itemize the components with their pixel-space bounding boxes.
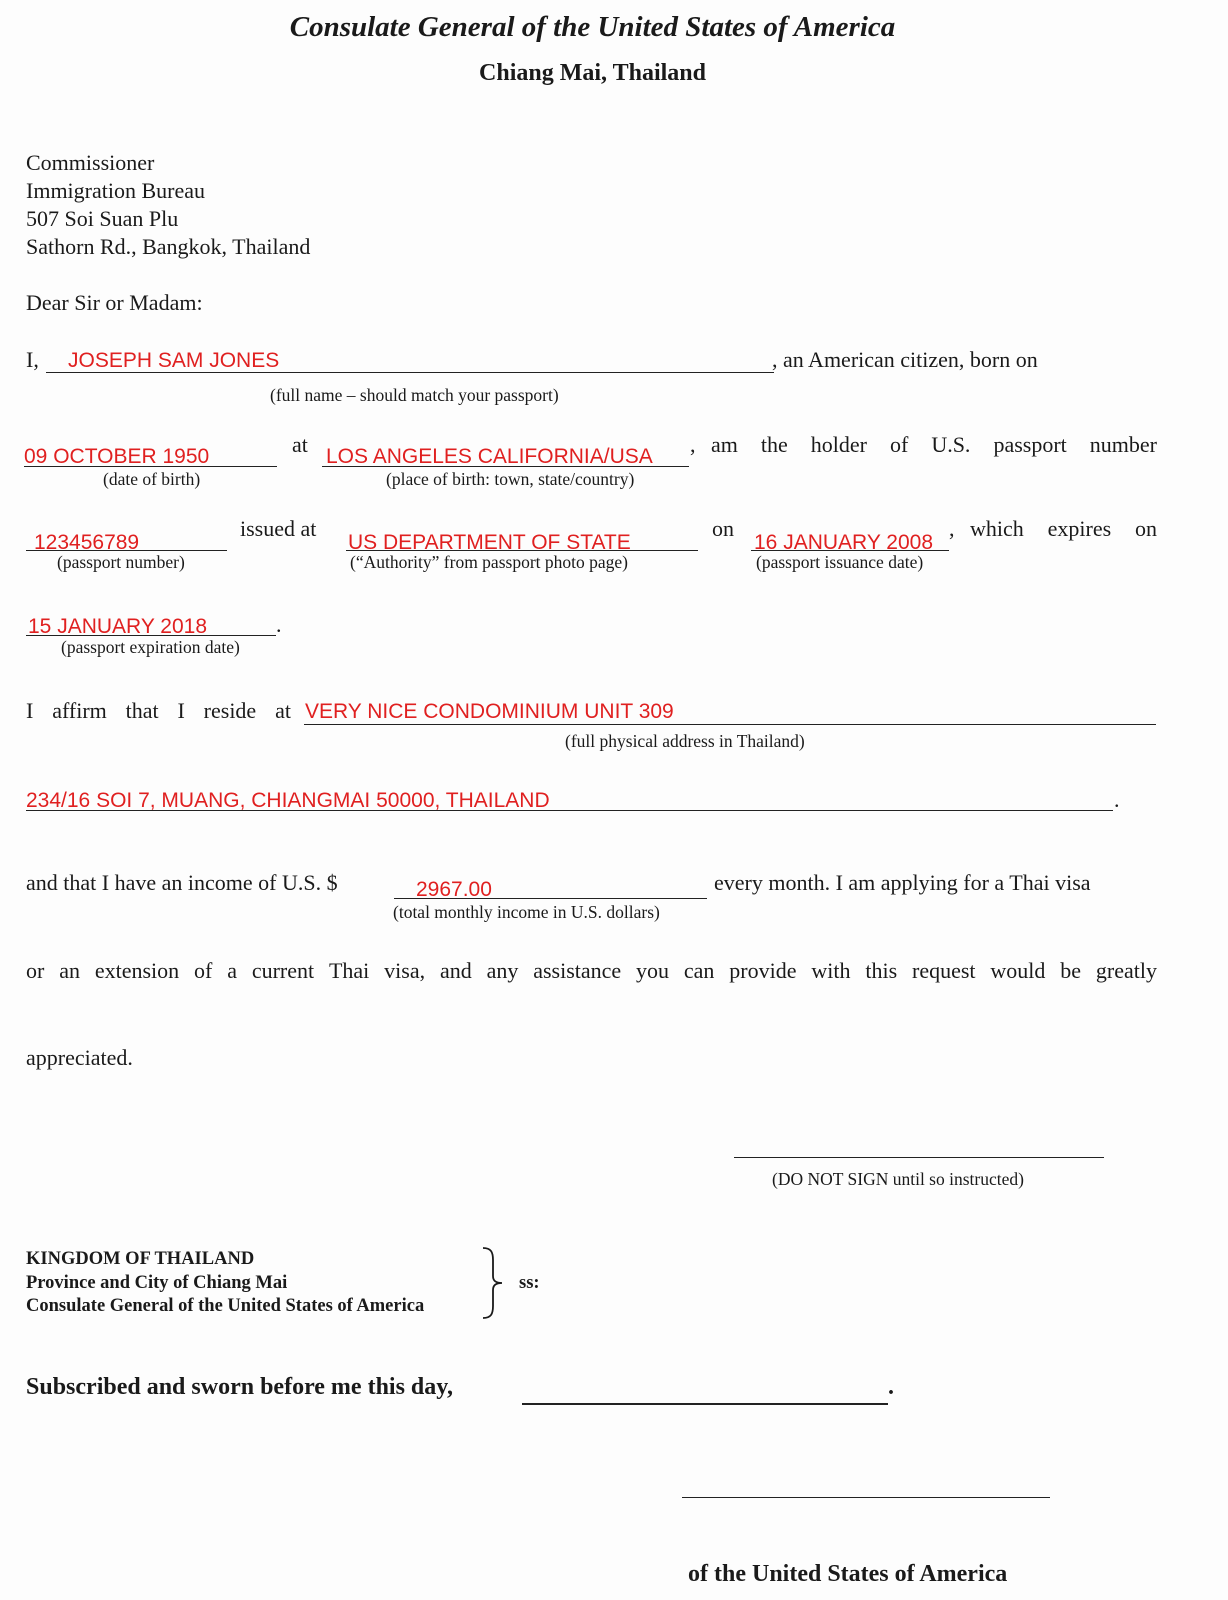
- officer-signature-line[interactable]: [682, 1497, 1050, 1498]
- extension-text: or an extension of a current Thai visa, and any assistance you can provide with this request would be greatly: [26, 958, 1157, 983]
- document-title: Consulate General of the United States of America: [289, 11, 896, 43]
- address-line-4: Sathorn Rd., Bangkok, Thailand: [26, 234, 311, 259]
- dob-caption: (date of birth): [103, 469, 201, 489]
- thai-address-line2-field[interactable]: 234/16 SOI 7, MUANG, CHIANGMAI 50000, THAILAND: [26, 789, 550, 812]
- period: .: [888, 1374, 894, 1400]
- ss-label: ss:: [519, 1273, 540, 1293]
- right-brace-icon: [481, 1246, 505, 1320]
- venue-line-3: Consulate General of the United States of America: [26, 1296, 425, 1316]
- which-expires-text: which expires on: [970, 516, 1157, 541]
- expiration-date-field[interactable]: 15 JANUARY 2018: [28, 615, 208, 638]
- income-lead-text: and that I have an income of U.S. $: [26, 870, 338, 895]
- signature-caption: (DO NOT SIGN until so instructed): [772, 1169, 1024, 1189]
- salutation: Dear Sir or Madam:: [26, 290, 203, 315]
- issuance-date-caption: (passport issuance date): [756, 552, 924, 572]
- address-line-1-rule: [304, 724, 1156, 725]
- venue-line-2: Province and City of Chiang Mai: [26, 1273, 288, 1293]
- appreciated-text: appreciated.: [26, 1045, 133, 1070]
- i-text: I,: [26, 347, 39, 372]
- period: .: [1114, 787, 1120, 812]
- affirm-text: I affirm that I reside at: [26, 698, 291, 723]
- passport-number-caption: (passport number): [57, 552, 185, 572]
- place-of-birth-field[interactable]: LOS ANGELES CALIFORNIA/USA: [326, 445, 653, 468]
- applicant-signature-line[interactable]: [734, 1157, 1104, 1158]
- at-text: at: [292, 432, 308, 457]
- document-subtitle: Chiang Mai, Thailand: [479, 60, 706, 86]
- full-name-caption: (full name – should match your passport): [270, 385, 559, 405]
- venue-line-1: KINGDOM OF THAILAND: [26, 1249, 255, 1269]
- issued-at-text: issued at: [240, 516, 317, 541]
- on-text: on: [712, 516, 734, 541]
- thai-address-line1-field[interactable]: VERY NICE CONDOMINIUM UNIT 309: [305, 700, 674, 723]
- comma: ,: [949, 516, 955, 541]
- passport-holder-text: am the holder of U.S. passport number: [711, 432, 1157, 457]
- full-name-field[interactable]: JOSEPH SAM JONES: [68, 349, 280, 372]
- comma: ,: [690, 432, 696, 457]
- issuance-date-field[interactable]: 16 JANUARY 2008: [754, 531, 934, 554]
- address-line-2: Immigration Bureau: [26, 178, 206, 203]
- sworn-text: Subscribed and sworn before me this day,: [26, 1374, 453, 1400]
- expiration-date-caption: (passport expiration date): [61, 637, 240, 657]
- address-line-1: Commissioner: [26, 150, 155, 175]
- applying-text: every month. I am applying for a Thai visa: [714, 870, 1091, 895]
- officer-title: of the United States of America: [688, 1561, 1008, 1587]
- address-caption: (full physical address in Thailand): [565, 731, 805, 751]
- sworn-date-line[interactable]: [522, 1403, 888, 1405]
- american-citizen-text: , an American citizen, born on: [772, 347, 1038, 372]
- income-caption: (total monthly income in U.S. dollars): [393, 902, 660, 922]
- period: .: [276, 612, 282, 637]
- authority-field[interactable]: US DEPARTMENT OF STATE: [348, 531, 631, 554]
- pob-caption: (place of birth: town, state/country): [386, 469, 635, 489]
- authority-caption: (“Authority” from passport photo page): [350, 552, 628, 572]
- date-of-birth-field[interactable]: 09 OCTOBER 1950: [24, 445, 210, 468]
- address-line-3: 507 Soi Suan Plu: [26, 206, 179, 231]
- passport-number-field[interactable]: 123456789: [34, 531, 140, 554]
- monthly-income-field[interactable]: 2967.00: [416, 878, 492, 901]
